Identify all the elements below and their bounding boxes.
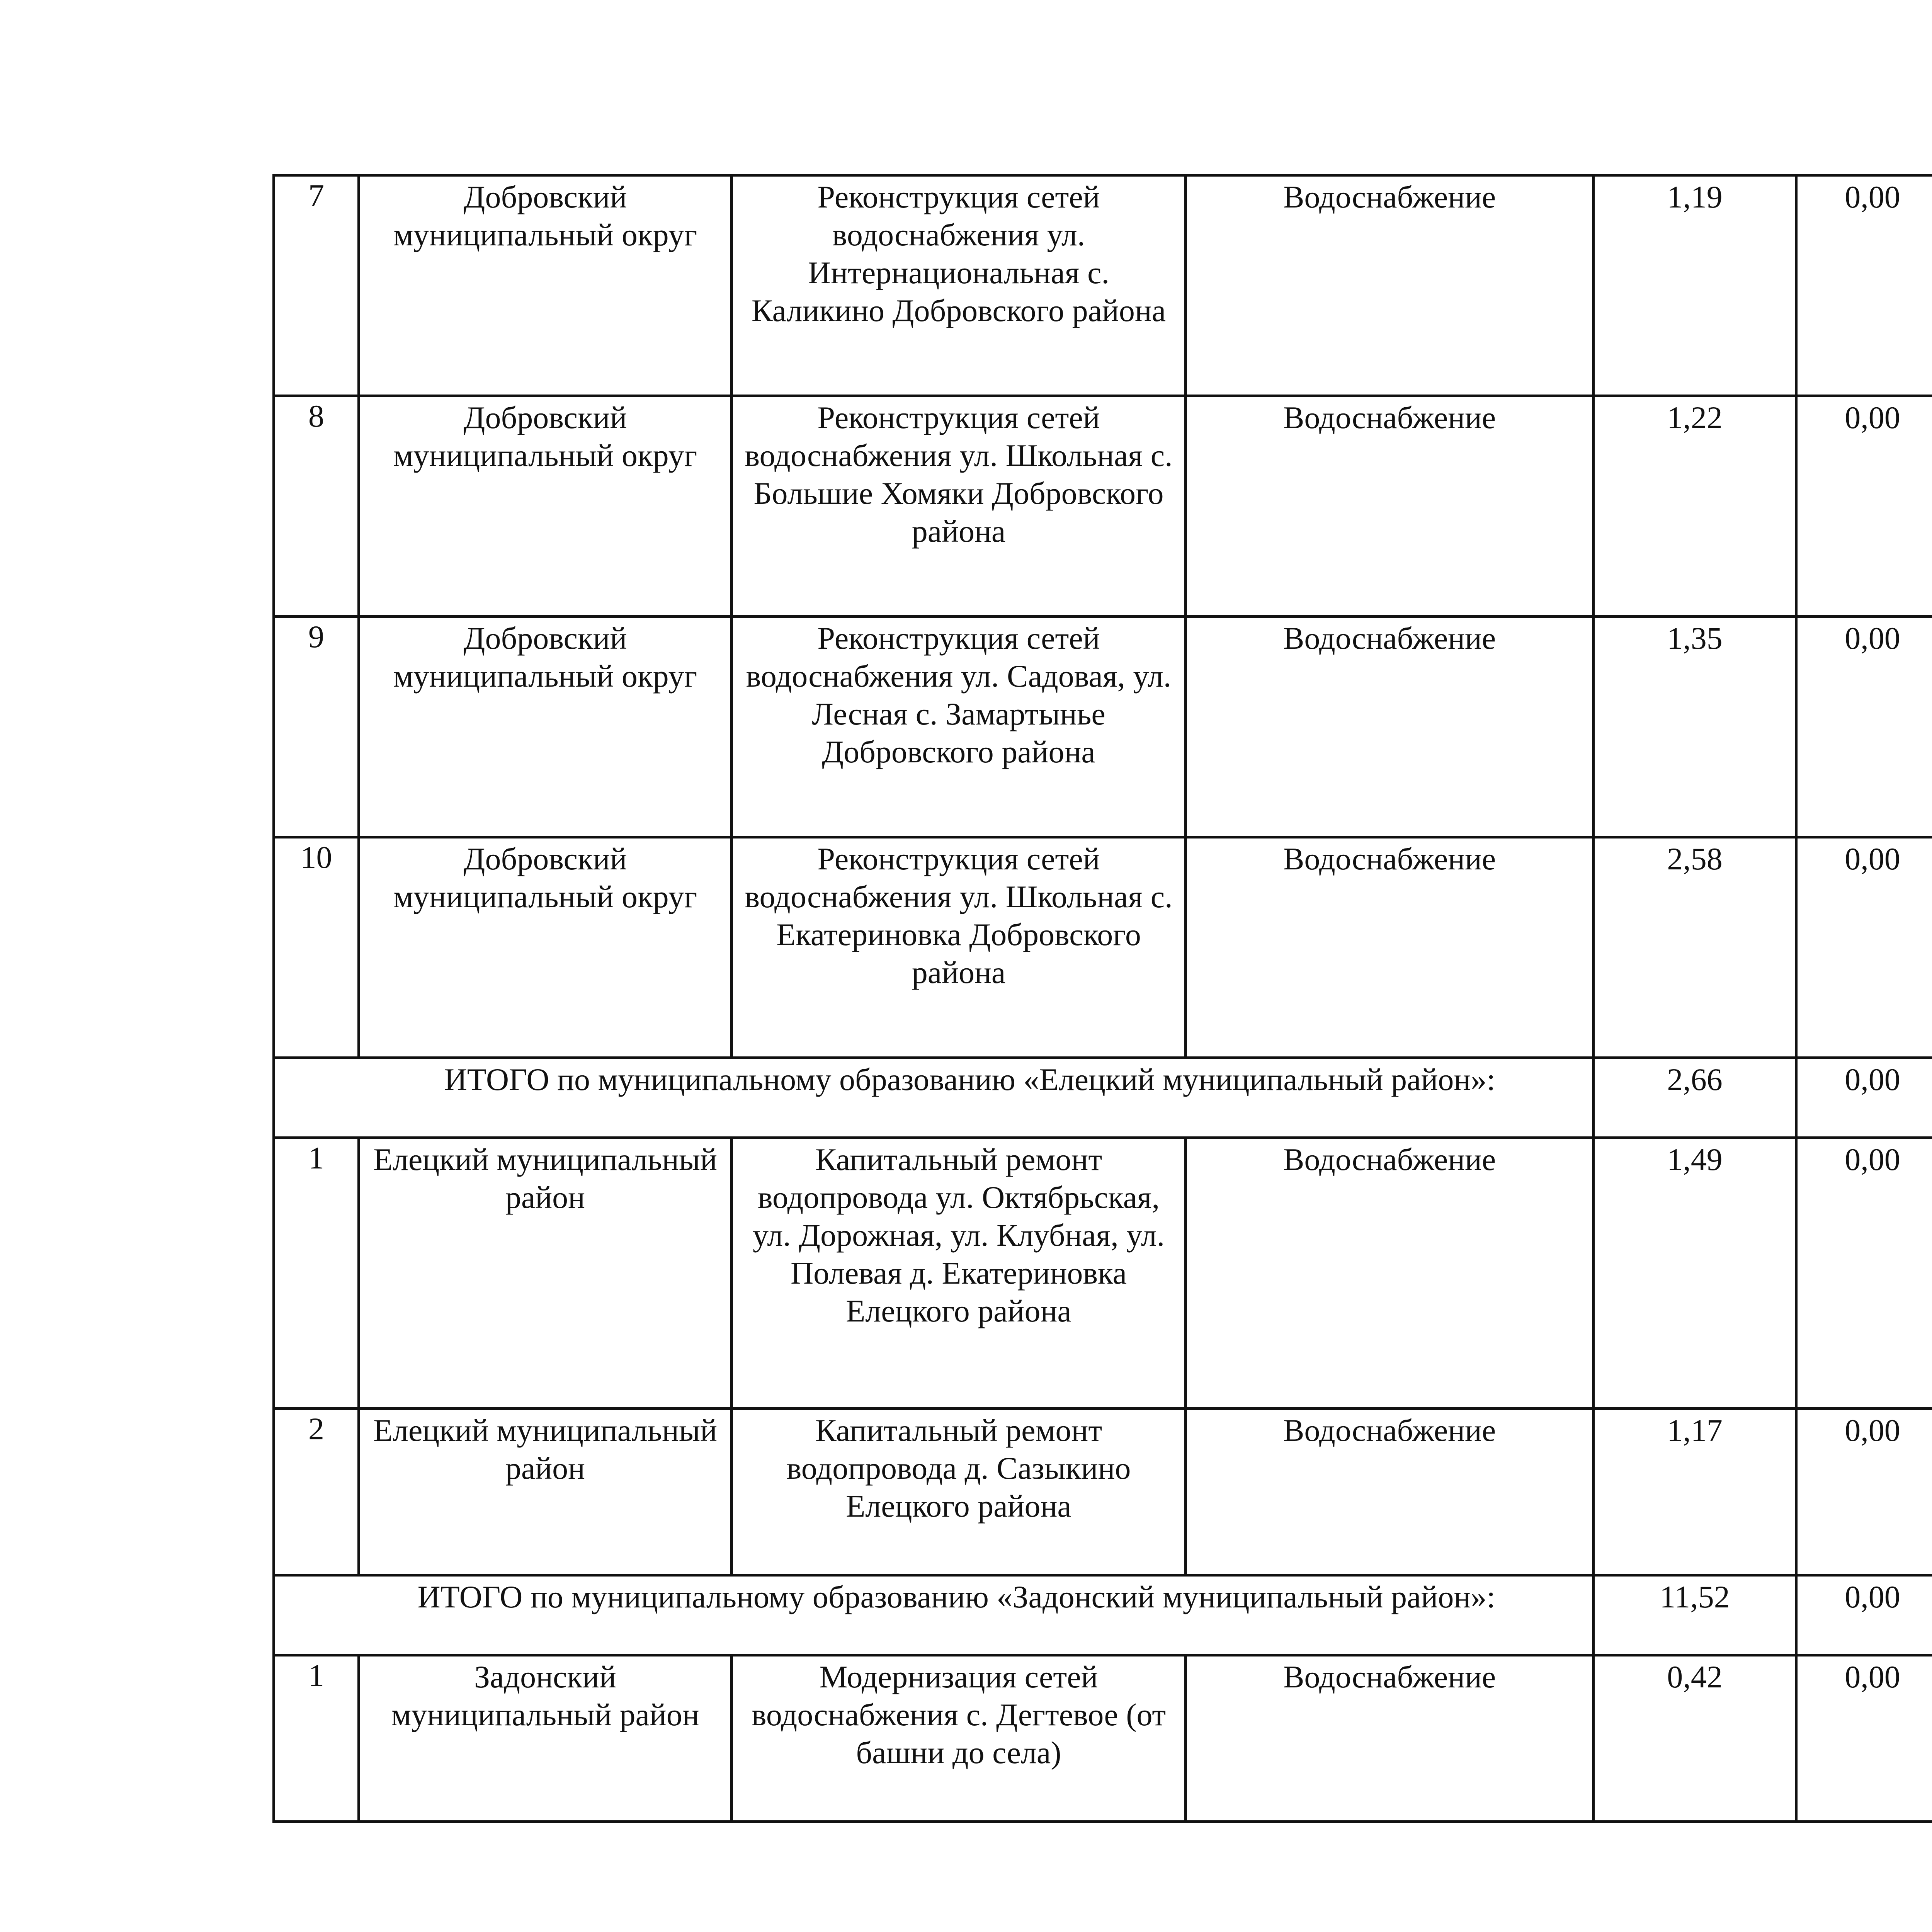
table-row: [274, 175, 1932, 396]
municipality-cell: Задонский муниципальный район: [359, 1655, 732, 1822]
category-cell: Водоснабжение: [1186, 837, 1594, 1058]
value-cell: 0,42: [1594, 1655, 1796, 1822]
table-row: [274, 1138, 1932, 1409]
table-row: [274, 837, 1932, 1058]
category-cell: Водоснабжение: [1186, 1655, 1594, 1822]
row-number: 8: [274, 396, 359, 617]
object-cell: Капитальный ремонт водопровода ул. Октябрьская, ул. Дорожная, ул. Клубная, ул. Полевая д. Екатериновка Елецкого района: [732, 1138, 1186, 1409]
value-cell: 1,17: [1594, 1409, 1796, 1575]
value-cell: 0,00: [1796, 1138, 1932, 1409]
municipality-cell: Добровский муниципальный округ: [359, 175, 732, 396]
table-row: [274, 617, 1932, 837]
municipality-cell: Елецкий муниципальный район: [359, 1409, 732, 1575]
total-row: [274, 1575, 1932, 1655]
municipality-cell: Елецкий муниципальный район: [359, 1138, 732, 1409]
municipality-cell: Добровский муниципальный округ: [359, 837, 732, 1058]
row-number: 1: [274, 1138, 359, 1409]
value-cell: 2,66: [1594, 1058, 1796, 1138]
row-number: 2: [274, 1409, 359, 1575]
value-cell: 0,00: [1796, 175, 1932, 396]
municipality-cell: Добровский муниципальный округ: [359, 396, 732, 617]
category-cell: Водоснабжение: [1186, 396, 1594, 617]
category-cell: Водоснабжение: [1186, 1409, 1594, 1575]
row-number: 10: [274, 837, 359, 1058]
value-cell: 1,35: [1594, 617, 1796, 837]
value-cell: 1,19: [1594, 175, 1796, 396]
value-cell: 0,00: [1796, 617, 1932, 837]
category-cell: Водоснабжение: [1186, 175, 1594, 396]
object-cell: Модернизация сетей водоснабжения с. Дегтевое (от башни до села): [732, 1655, 1186, 1822]
value-cell: 0,00: [1796, 396, 1932, 617]
total-label: ИТОГО по муниципальному образованию «Задонский муниципальный район»:: [274, 1575, 1594, 1655]
table-row: [274, 396, 1932, 617]
data-table: [272, 174, 1932, 1823]
row-number: 7: [274, 175, 359, 396]
value-cell: 1,49: [1594, 1138, 1796, 1409]
value-cell: 0,00: [1796, 1409, 1932, 1575]
value-cell: 0,00: [1796, 837, 1932, 1058]
object-cell: Реконструкция сетей водоснабжения ул. Садовая, ул. Лесная с. Замартынье Добровского района: [732, 617, 1186, 837]
value-cell: 0,00: [1796, 1058, 1932, 1138]
object-cell: Реконструкция сетей водоснабжения ул. Интернациональная с. Каликино Добровского района: [732, 175, 1186, 396]
object-cell: Капитальный ремонт водопровода д. Сазыкино Елецкого района: [732, 1409, 1186, 1575]
total-row: [274, 1058, 1932, 1138]
value-cell: 11,52: [1594, 1575, 1796, 1655]
object-cell: Реконструкция сетей водоснабжения ул. Школьная с. Большие Хомяки Добровского района: [732, 396, 1186, 617]
value-cell: 0,00: [1796, 1655, 1932, 1822]
total-label: ИТОГО по муниципальному образованию «Елецкий муниципальный район»:: [274, 1058, 1594, 1138]
table-row: [274, 1655, 1932, 1822]
value-cell: 2,58: [1594, 837, 1796, 1058]
category-cell: Водоснабжение: [1186, 617, 1594, 837]
object-cell: Реконструкция сетей водоснабжения ул. Школьная с. Екатериновка Добровского района: [732, 837, 1186, 1058]
municipality-cell: Добровский муниципальный округ: [359, 617, 732, 837]
category-cell: Водоснабжение: [1186, 1138, 1594, 1409]
value-cell: 1,22: [1594, 396, 1796, 617]
row-number: 1: [274, 1655, 359, 1822]
value-cell: 0,00: [1796, 1575, 1932, 1655]
table-row: [274, 1409, 1932, 1575]
row-number: 9: [274, 617, 359, 837]
